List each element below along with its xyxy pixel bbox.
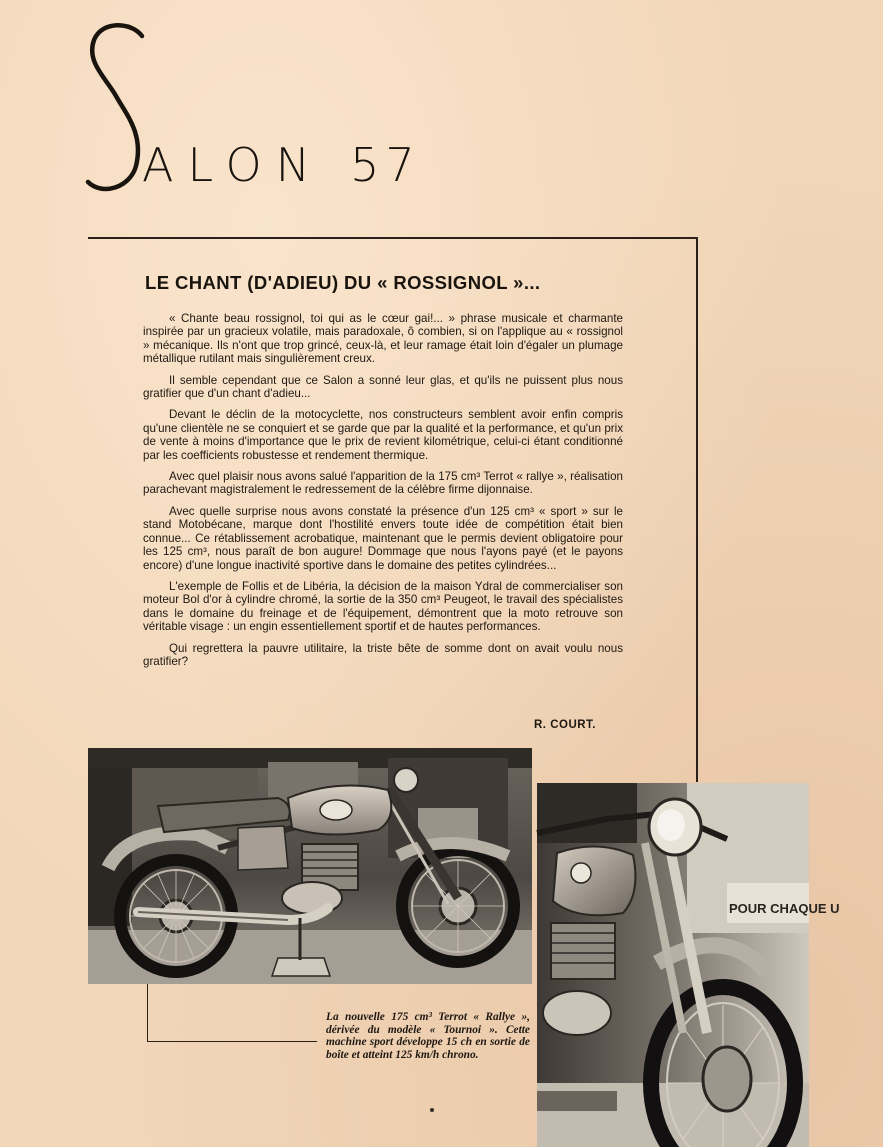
frame-right-rule	[696, 237, 698, 782]
photo-terrot-rallye	[88, 748, 532, 984]
frame-top-rule	[88, 237, 698, 239]
title-initial-s	[80, 16, 150, 196]
article-paragraph: Qui regrettera la pauvre utilitaire, la triste bête de somme dont on avait voulu nous gratifier?	[143, 641, 623, 668]
caption-rule-horizontal	[147, 1041, 317, 1042]
article-paragraph: L'exemple de Follis et de Libéria, la décision de la maison Ydral de commercialiser son moteur Bol d'or à cylindre chromé, la sortie de la 350 cm³ Peugeot, le travail des spécialistes dans le domaine du freinage et de l'équipement, démontrent que la moto retrouve son véritable visage : un engin essentiellement sportif et de hautes performances.	[143, 579, 623, 634]
article-paragraph: Devant le déclin de la motocyclette, nos constructeurs semblent avoir enfin compris qu'une clientèle ne se conquiert et se garde que par la qualité et la performance, et qu'un prix de vente à moins d'importance que le prix de revient kilométrique, celui-ci étant conditionné par les coefficients robustesse et rendement thermique.	[143, 408, 623, 462]
motorcycle-side-illustration	[88, 748, 532, 984]
article-paragraph: Avec quelle surprise nous avons constaté la présence d'un 125 cm³ « sport » sur le stand Motobécane, marque dont l'hostilité envers toute idée de compétition était bien connue... Ce rétablissement acrobatique, maintenant que le permis devient obligatoire pour les 125 cm³, nous paraît de bon augure! Dommage que nous l'ayons payé (et le payons encore) d'une longue inactivité sportive dans le domaine des petites cylindrées...	[143, 504, 623, 572]
title-word: ALON	[142, 138, 325, 192]
title-number: 57	[350, 138, 421, 192]
title-s-glyph	[80, 16, 150, 196]
background-banner-text: POUR CHAQUE U	[729, 901, 840, 916]
article-paragraph: « Chante beau rossignol, toi qui as le cœur gai!... » phrase musicale et charmante inspirée par un gracieux volatile, mais paradoxale, ô combien, si on l'applique au « rossignol » mécanique. Ils n'ont que trop grincé, ceux-là, et leur ramage était loin d'égaler un plumage métallique rutilant mais singulièrement creux.	[143, 312, 623, 366]
article-paragraph: Il semble cependant que ce Salon a sonné leur glas, et qu'ils ne puissent plus nous gratifier que d'un chant d'adieu...	[143, 373, 623, 401]
photo-caption: La nouvelle 175 cm³ Terrot « Rallye », dérivée du modèle « Tournoi ». Cette machine sport développe 15 ch en sortie de boîte et atteint 125 km/h chrono.	[326, 1011, 530, 1061]
article-author: R. COURT.	[534, 719, 596, 731]
article-paragraph: Avec quel plaisir nous avons salué l'apparition de la 175 cm³ Terrot « rallye », réalisation parachevant magistralement le redressement de la célèbre firme dijonnaise.	[143, 470, 623, 497]
motorcycle-front-illustration	[537, 783, 840, 1147]
page-title	[142, 138, 421, 192]
page-mark	[430, 1108, 434, 1112]
article-body	[143, 312, 623, 676]
photo-motorcycle-front	[537, 783, 840, 1147]
article-headline: LE CHANT (D'ADIEU) DU « ROSSIGNOL »...	[145, 272, 541, 293]
caption-rule-vertical	[147, 984, 148, 1042]
